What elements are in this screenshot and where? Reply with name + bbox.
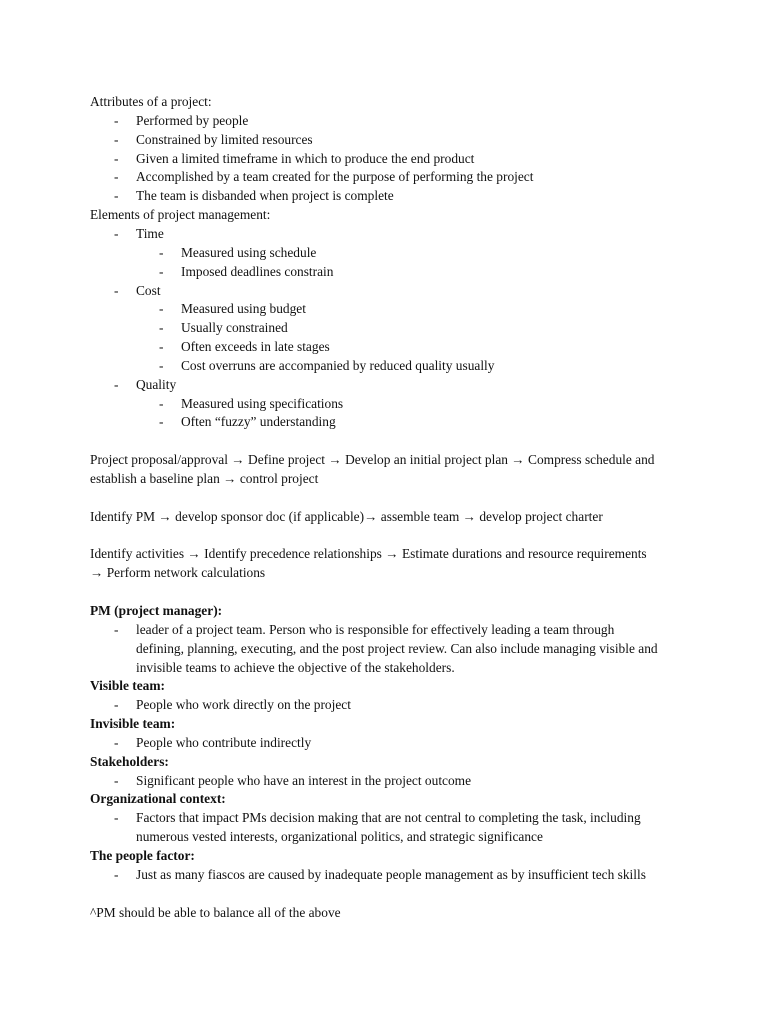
line-text: Given a limited timeframe in which to produce the end product xyxy=(136,150,475,166)
element-group xyxy=(0,281,768,300)
bullet-dash: - xyxy=(114,734,119,750)
line-text: → Perform network calculations xyxy=(90,565,266,581)
bullet-dash: - xyxy=(159,320,164,336)
term-text: Stakeholders: xyxy=(90,753,169,769)
bullet-dash: - xyxy=(114,697,119,713)
line-text: numerous vested interests, organizational politics, and strategic significance xyxy=(136,829,543,845)
line-text: Accomplished by a team created for the purpose of performing the project xyxy=(136,169,534,185)
line-text: Measured using schedule xyxy=(181,244,317,260)
element-subitem xyxy=(0,243,768,262)
attribute-item xyxy=(0,111,768,130)
line-text: Constrained by limited resources xyxy=(136,131,313,147)
attribute-item xyxy=(0,186,768,205)
term-text: Organizational context: xyxy=(90,791,226,807)
line-text: Cost overruns are accompanied by reduced quality usually xyxy=(181,357,495,373)
line-text: defining, planning, executing, and the post project review. Can also include managing visible and xyxy=(136,640,658,656)
bullet-dash: - xyxy=(114,772,119,788)
bullet-dash: - xyxy=(114,131,119,147)
bullet-dash: - xyxy=(159,357,164,373)
element-group xyxy=(0,375,768,394)
definition-line xyxy=(0,733,768,752)
attribute-item xyxy=(0,149,768,168)
line-text: Measured using budget xyxy=(181,301,306,317)
line-text: Identify activities → Identify precedence relationships → Estimate durations and resource requirements xyxy=(90,546,647,562)
definition-term xyxy=(0,714,768,733)
bullet-dash: - xyxy=(114,225,119,241)
line-text: Usually constrained xyxy=(181,320,288,336)
line-text: ^PM should be able to balance all of the above xyxy=(90,904,341,920)
element-subitem xyxy=(0,356,768,375)
line-text: Just as many fiascos are caused by inadequate people management as by insufficient tech skills xyxy=(136,866,646,882)
footer-note xyxy=(0,903,768,922)
definition-line xyxy=(0,695,768,714)
process-flow-line xyxy=(0,450,768,469)
term-text: Visible team: xyxy=(90,678,165,694)
bullet-dash: - xyxy=(114,621,119,637)
bullet-dash: - xyxy=(114,282,119,298)
line-text: Quality xyxy=(136,376,177,392)
bullet-dash: - xyxy=(159,244,164,260)
line-text: Identify PM → develop sponsor doc (if applicable)→ assemble team → develop project charter xyxy=(90,508,603,524)
definition-line xyxy=(0,639,768,658)
process-flow-line xyxy=(0,507,768,526)
element-group xyxy=(0,224,768,243)
definition-term xyxy=(0,676,768,695)
bullet-dash: - xyxy=(114,376,119,392)
bullet-dash: - xyxy=(159,339,164,355)
attribute-item xyxy=(0,130,768,149)
line-text: Factors that impact PMs decision making that are not central to completing the task, including xyxy=(136,810,641,826)
line-text: The team is disbanded when project is complete xyxy=(136,188,394,204)
line-text: Measured using specifications xyxy=(181,395,344,411)
element-subitem xyxy=(0,412,768,431)
definition-line xyxy=(0,771,768,790)
process-flow-line xyxy=(0,563,768,582)
line-text: Attributes of a project: xyxy=(90,94,212,109)
line-text: People who contribute indirectly xyxy=(136,734,312,750)
definition-term xyxy=(0,789,768,808)
line-text: invisible teams to achieve the objective of the stakeholders. xyxy=(136,659,455,675)
bullet-dash: - xyxy=(114,810,119,826)
attributes-heading xyxy=(0,92,768,111)
element-subitem xyxy=(0,318,768,337)
element-subitem xyxy=(0,337,768,356)
definition-term xyxy=(0,846,768,865)
line-text: Project proposal/approval → Define project → Develop an initial project plan → Compress schedule and xyxy=(90,452,655,468)
line-text: Time xyxy=(136,225,164,241)
bullet-dash: - xyxy=(114,188,119,204)
line-text: Elements of project management: xyxy=(90,207,271,223)
process-flow-line xyxy=(0,544,768,563)
term-text: Invisible team: xyxy=(90,716,176,732)
definition-line xyxy=(0,827,768,846)
definition-line xyxy=(0,620,768,639)
line-text: People who work directly on the project xyxy=(136,697,351,713)
line-text: Often “fuzzy” understanding xyxy=(181,414,336,430)
bullet-dash: - xyxy=(114,112,119,128)
attribute-item xyxy=(0,167,768,186)
line-text: Performed by people xyxy=(136,112,249,128)
definition-line xyxy=(0,658,768,677)
bullet-dash: - xyxy=(159,414,164,430)
line-text: leader of a project team. Person who is responsible for effectively leading a team through xyxy=(136,621,615,637)
bullet-dash: - xyxy=(114,866,119,882)
line-text: Significant people who have an interest in the project outcome xyxy=(136,772,472,788)
line-text: Often exceeds in late stages xyxy=(181,339,330,355)
bullet-dash: - xyxy=(159,395,164,411)
bullet-dash: - xyxy=(114,150,119,166)
line-text: establish a baseline plan → control project xyxy=(90,471,319,486)
definition-line xyxy=(0,865,768,884)
element-subitem xyxy=(0,394,768,413)
process-flow-line xyxy=(0,469,768,488)
elements-heading xyxy=(0,205,768,224)
bullet-dash: - xyxy=(114,169,119,185)
line-text: Cost xyxy=(136,282,161,298)
element-subitem xyxy=(0,262,768,281)
element-subitem xyxy=(0,299,768,318)
line-text: Imposed deadlines constrain xyxy=(181,263,334,279)
definition-line xyxy=(0,808,768,827)
bullet-dash: - xyxy=(159,263,164,279)
bullet-dash: - xyxy=(159,301,164,317)
definition-term xyxy=(0,601,768,620)
definition-term xyxy=(0,752,768,771)
term-text: PM (project manager): xyxy=(90,602,223,618)
term-text: The people factor: xyxy=(90,848,195,863)
